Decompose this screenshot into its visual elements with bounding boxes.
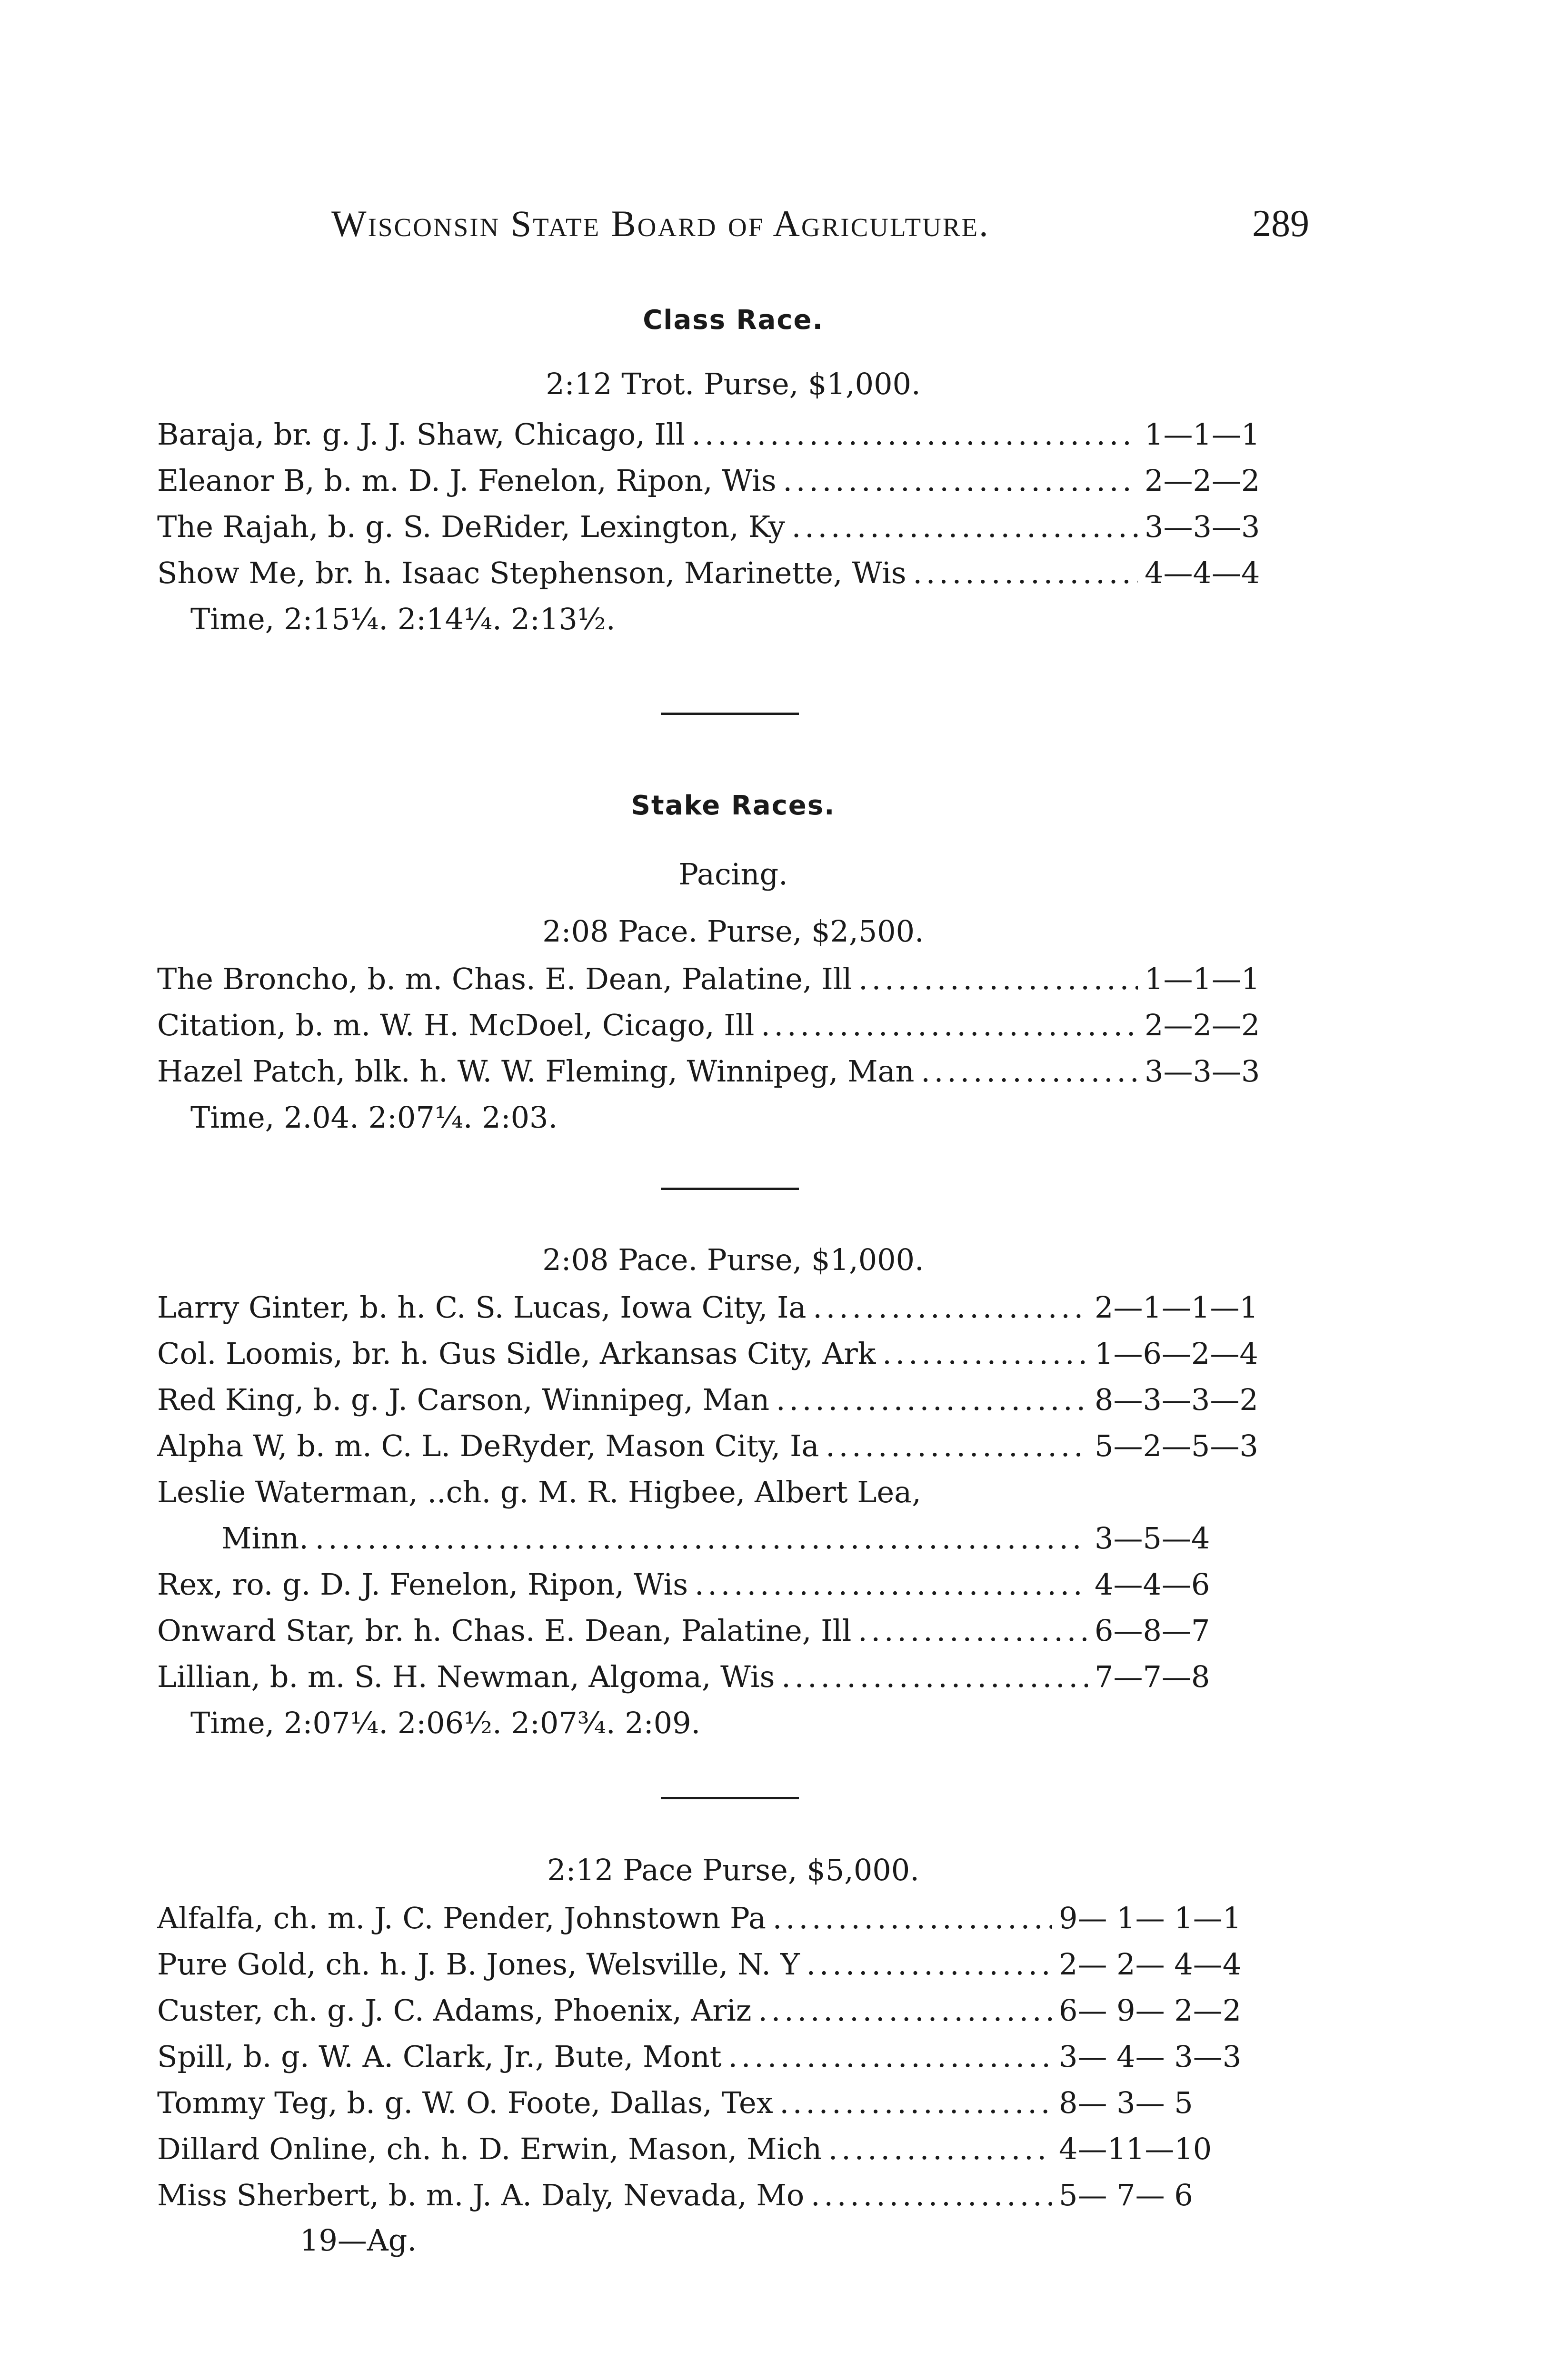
race-entry bbox=[157, 1425, 1309, 1468]
section-divider bbox=[661, 1797, 799, 1799]
entry-result: 2—2—2 bbox=[1138, 1004, 1260, 1047]
entry-result: 8—3—3—2 bbox=[1088, 1378, 1258, 1421]
entry-description: Leslie Waterman, ..ch. g. M. R. Higbee, Albert Lea, bbox=[157, 1471, 1309, 1514]
entry-result: 3— 4— 3—3 bbox=[1052, 2035, 1241, 2078]
race-entry bbox=[157, 506, 1309, 548]
entry-result: 5—2—5—3 bbox=[1088, 1425, 1258, 1468]
entry-description: Tommy Teg, b. g. W. O. Foote, Dallas, Tex . . . bbox=[157, 2082, 1052, 2124]
race-entry bbox=[157, 1004, 1309, 1047]
race-entry bbox=[157, 552, 1309, 595]
race-entry bbox=[157, 1897, 1309, 1940]
subheading-pacing: Pacing. bbox=[678, 857, 788, 892]
entry-description: Dillard Online, ch. h. D. Erwin, Mason, Mich . . . bbox=[157, 2128, 1052, 2171]
entry-description: Rex, ro. g. D. J. Fenelon, Ripon, Wis . . . bbox=[157, 1563, 1088, 1606]
race-time: Time, 2:07¼. 2:06½. 2:07¾. 2:09. bbox=[190, 1706, 701, 1740]
page-number: 289 bbox=[1252, 203, 1309, 245]
entry-description: The Broncho, b. m. Chas. E. Dean, Palatine, Ill . . . bbox=[157, 958, 1138, 1001]
entry-result: 1—1—1 bbox=[1138, 413, 1260, 456]
entry-description: Miss Sherbert, b. m. J. A. Daly, Nevada, Mo . . . bbox=[157, 2174, 1052, 2217]
entry-result: 2—2—2 bbox=[1138, 459, 1260, 502]
entry-description: Eleanor B, b. m. D. J. Fenelon, Ripon, Wis . . . bbox=[157, 459, 1138, 502]
race-entry bbox=[157, 2128, 1309, 2171]
signature-mark: 19—Ag. bbox=[300, 2223, 417, 2258]
race-entry bbox=[157, 2082, 1309, 2124]
entry-result: 3—5—4 bbox=[1088, 1517, 1210, 1560]
race-entry bbox=[157, 1943, 1309, 1986]
entry-description: The Rajah, b. g. S. DeRider, Lexington, Ky . . . bbox=[157, 506, 1138, 548]
entry-description: Show Me, br. h. Isaac Stephenson, Marinette, Wis . . . bbox=[157, 552, 1138, 595]
race-entry bbox=[157, 1050, 1309, 1093]
race-entry bbox=[157, 1563, 1309, 1606]
race-title: 2:08 Pace. Purse, $2,500. bbox=[542, 914, 924, 949]
running-title: Wisconsin State Board of Agriculture. bbox=[331, 203, 990, 244]
race-entry bbox=[157, 1286, 1309, 1329]
entry-result: 4—11—10 bbox=[1052, 2128, 1212, 2171]
entry-result: 2— 2— 4—4 bbox=[1052, 1943, 1241, 1986]
race-entry bbox=[157, 2174, 1309, 2217]
entry-description: Alfalfa, ch. m. J. C. Pender, Johnstown Pa . . . bbox=[157, 1897, 1052, 1940]
race-entry bbox=[157, 1471, 1309, 1514]
entry-description: Lillian, b. m. S. H. Newman, Algoma, Wis . . . bbox=[157, 1656, 1088, 1698]
entry-description: Baraja, br. g. J. J. Shaw, Chicago, Ill . . . bbox=[157, 413, 1138, 456]
entry-description: Red King, b. g. J. Carson, Winnipeg, Man . . . bbox=[157, 1378, 1088, 1421]
entry-result: 9— 1— 1—1 bbox=[1052, 1897, 1241, 1940]
race-entry bbox=[157, 1989, 1309, 2032]
entry-result: 6— 9— 2—2 bbox=[1052, 1989, 1241, 2032]
section-divider bbox=[661, 713, 799, 715]
entry-result: 1—1—1 bbox=[1138, 958, 1260, 1001]
entry-description: Col. Loomis, br. h. Gus Sidle, Arkansas City, Ark . . . bbox=[157, 1332, 1088, 1375]
race-entry bbox=[157, 459, 1309, 502]
race-entry bbox=[157, 1378, 1309, 1421]
entry-result: 3—3—3 bbox=[1138, 1050, 1260, 1093]
entry-description: Hazel Patch, blk. h. W. W. Fleming, Winnipeg, Man . . . bbox=[157, 1050, 1138, 1093]
entry-description: Spill, b. g. W. A. Clark, Jr., Bute, Mont . . . bbox=[157, 2035, 1052, 2078]
running-header bbox=[157, 202, 1309, 245]
entry-description: Larry Ginter, b. h. C. S. Lucas, Iowa City, Ia . . . bbox=[157, 1286, 1088, 1329]
race-entry bbox=[157, 1332, 1309, 1375]
section-divider bbox=[661, 1188, 799, 1190]
race-entry bbox=[157, 1656, 1309, 1698]
entry-result: 3—3—3 bbox=[1138, 506, 1260, 548]
section-heading-class-race: Class Race. bbox=[643, 305, 824, 336]
race-entry bbox=[157, 1517, 1309, 1560]
race-entry bbox=[157, 2035, 1309, 2078]
entry-result: 2—1—1—1 bbox=[1088, 1286, 1258, 1329]
race-title: 2:12 Trot. Purse, $1,000. bbox=[546, 367, 921, 401]
entry-result: 6—8—7 bbox=[1088, 1609, 1210, 1652]
entry-result: 5— 7— 6 bbox=[1052, 2174, 1193, 2217]
race-time: Time, 2.04. 2:07¼. 2:03. bbox=[190, 1100, 558, 1135]
entry-result: 7—7—8 bbox=[1088, 1656, 1210, 1698]
entry-result: 4—4—4 bbox=[1138, 552, 1260, 595]
entry-description: Onward Star, br. h. Chas. E. Dean, Palatine, Ill . . . bbox=[157, 1609, 1088, 1652]
entry-result: 4—4—6 bbox=[1088, 1563, 1210, 1606]
entry-description: Alpha W, b. m. C. L. DeRyder, Mason City, Ia . . . bbox=[157, 1425, 1088, 1468]
race-title: 2:08 Pace. Purse, $1,000. bbox=[542, 1242, 924, 1277]
entry-result: 8— 3— 5 bbox=[1052, 2082, 1193, 2124]
entry-result: 1—6—2—4 bbox=[1088, 1332, 1258, 1375]
entry-description: Custer, ch. g. J. C. Adams, Phoenix, Ariz . . . bbox=[157, 1989, 1052, 2032]
entry-description: Pure Gold, ch. h. J. B. Jones, Welsville, N. Y . . . bbox=[157, 1943, 1052, 1986]
race-entry bbox=[157, 1609, 1309, 1652]
entry-description: Minn. . . . bbox=[221, 1517, 1088, 1560]
entry-description: Citation, b. m. W. H. McDoel, Cicago, Ill . . . bbox=[157, 1004, 1138, 1047]
race-entry bbox=[157, 958, 1309, 1001]
section-heading-stake-races: Stake Races. bbox=[631, 790, 836, 821]
race-title: 2:12 Pace Purse, $5,000. bbox=[547, 1853, 919, 1887]
race-entry bbox=[157, 413, 1309, 456]
race-time: Time, 2:15¼. 2:14¼. 2:13½. bbox=[190, 602, 616, 636]
